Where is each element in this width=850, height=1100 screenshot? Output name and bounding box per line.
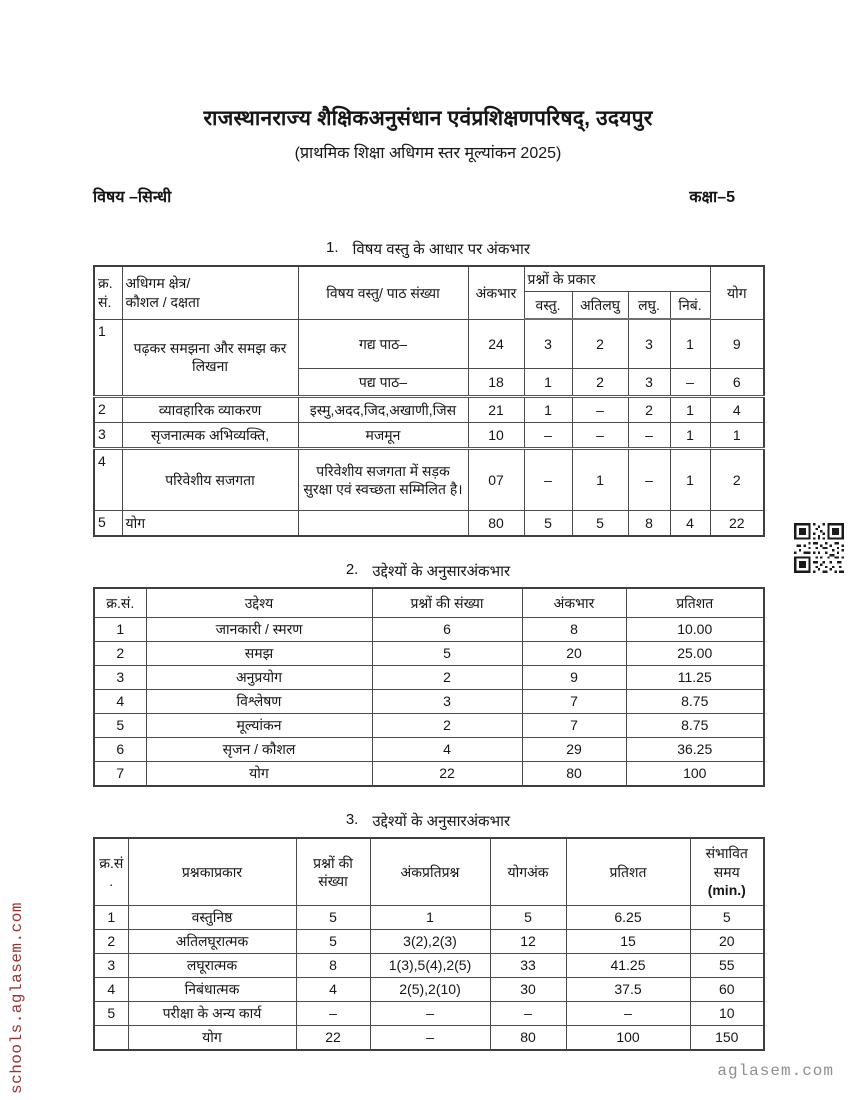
table-cell: 8 xyxy=(628,511,670,537)
caption-text: उद्देश्यों के अनुसारअंकभार xyxy=(372,563,511,580)
table-header-row xyxy=(94,266,764,292)
table-cell: 18 xyxy=(468,369,524,397)
table-cell: मजमून xyxy=(298,423,468,449)
table3-caption xyxy=(93,811,763,831)
table-cell: 8.75 xyxy=(626,690,764,714)
table-cell: 11.25 xyxy=(626,666,764,690)
header-cell-marks: अंकभार xyxy=(468,266,524,319)
table1-caption xyxy=(93,239,763,259)
header-cell-sno: क्र. सं. xyxy=(94,266,122,319)
table-cell: परिवेशीय सजगता में सड़क सुरक्षा एवं स्वच्छता सम्मिलित है। xyxy=(298,449,468,511)
header-cell-total: योग xyxy=(710,266,764,319)
table-cell: अनुप्रयोग xyxy=(146,666,372,690)
table-cell xyxy=(298,511,468,537)
table-row xyxy=(94,319,764,369)
table-cell: – xyxy=(490,1002,566,1026)
header-cell-marks: अंकभार xyxy=(522,588,626,618)
table-cell: – xyxy=(572,423,628,449)
table-cell: 2 xyxy=(372,666,522,690)
table-row xyxy=(94,423,764,449)
table-cell: जानकारी / स्मरण xyxy=(146,618,372,642)
table-cell: 8.75 xyxy=(626,714,764,738)
table-cell: 4 xyxy=(296,978,370,1002)
header-cell-area: अधिगम क्षेत्र/ कौशल / दक्षता xyxy=(122,266,298,319)
table-cell: 29 xyxy=(522,738,626,762)
header-cell-question-count: प्रश्नों की संख्या xyxy=(372,588,522,618)
table-row xyxy=(94,618,764,642)
table-cell: 24 xyxy=(468,319,524,369)
table-cell: व्यावहारिक व्याकरण xyxy=(122,397,298,423)
table-cell: 4 xyxy=(670,511,710,537)
table-cell: 33 xyxy=(490,954,566,978)
header-cell-percentage: प्रतिशत xyxy=(566,838,690,906)
table-row xyxy=(94,714,764,738)
table-cell: योग xyxy=(128,1026,296,1051)
table-cell: 4 xyxy=(94,449,122,511)
header-cell-short: लघु. xyxy=(628,292,670,320)
table-cell: 2 xyxy=(572,319,628,369)
table-cell: 30 xyxy=(490,978,566,1002)
table-cell: – xyxy=(524,423,572,449)
table-row xyxy=(94,978,764,1002)
table-cell: 22 xyxy=(710,511,764,537)
table-cell: – xyxy=(524,449,572,511)
table-row xyxy=(94,930,764,954)
table-cell: 1 xyxy=(572,449,628,511)
table-cell: 3(2),2(3) xyxy=(370,930,490,954)
table-row xyxy=(94,906,764,930)
table-cell: 55 xyxy=(690,954,764,978)
table-cell: 5 xyxy=(372,642,522,666)
table-cell: 7 xyxy=(94,762,146,787)
table-row xyxy=(94,666,764,690)
table-cell: 1 xyxy=(94,906,128,930)
table-row xyxy=(94,642,764,666)
table-cell: 07 xyxy=(468,449,524,511)
table-cell: – xyxy=(296,1002,370,1026)
table-row xyxy=(94,954,764,978)
caption-number: 2. xyxy=(345,561,359,578)
table-cell: 1 xyxy=(670,319,710,369)
table-header-row xyxy=(94,838,764,906)
table-cell: – xyxy=(370,1002,490,1026)
table-cell: 1 xyxy=(94,319,122,397)
table-cell: 2 xyxy=(572,369,628,397)
subject-label: विषय –सिन्धी xyxy=(93,189,172,206)
table-cell: 1 xyxy=(710,423,764,449)
table-cell: 5 xyxy=(690,906,764,930)
table-cell: 1 xyxy=(670,449,710,511)
table-cell: वस्तुनिष्ठ xyxy=(128,906,296,930)
table-cell: 5 xyxy=(296,930,370,954)
table-cell: 2 xyxy=(710,449,764,511)
table-cell: – xyxy=(628,423,670,449)
table-cell: 4 xyxy=(94,978,128,1002)
header-cell-sno: क्र.सं. xyxy=(94,588,146,618)
page-subtitle: (प्राथमिक शिक्षा अधिगम स्तर मूल्यांकन 2025) xyxy=(294,145,562,162)
header-cell-question-types: प्रश्नों के प्रकार xyxy=(524,266,710,292)
table-cell: 20 xyxy=(690,930,764,954)
table-cell: 3 xyxy=(628,319,670,369)
table-objective-weightage xyxy=(93,587,765,787)
table-cell: विश्लेषण xyxy=(146,690,372,714)
table-cell: – xyxy=(628,449,670,511)
table-cell: 4 xyxy=(94,690,146,714)
table-row xyxy=(94,1026,764,1051)
header-cell-expected-time xyxy=(690,838,764,906)
table-cell: 20 xyxy=(522,642,626,666)
header-cell-percentage: प्रतिशत xyxy=(626,588,764,618)
header-cell-marks-per-question: अंकप्रतिप्रश्न xyxy=(370,838,490,906)
table-cell: इस्मु,अदद,जिद,अखाणी,जिस xyxy=(298,397,468,423)
header-cell-content: विषय वस्तु/ पाठ संख्या xyxy=(298,266,468,319)
watermark-left: schools.aglasem.com xyxy=(8,902,26,1094)
table-cell: 5 xyxy=(524,511,572,537)
table-cell: 1 xyxy=(670,397,710,423)
table-cell: 7 xyxy=(522,690,626,714)
table-cell xyxy=(94,1026,128,1051)
table-cell: 10 xyxy=(690,1002,764,1026)
table-cell: 5 xyxy=(490,906,566,930)
table-cell: 22 xyxy=(372,762,522,787)
table-cell: 41.25 xyxy=(566,954,690,978)
table-cell: 6 xyxy=(94,738,146,762)
table-cell: सृजन / कौशल xyxy=(146,738,372,762)
table-cell: 37.5 xyxy=(566,978,690,1002)
table-cell: 1 xyxy=(524,369,572,397)
table2-caption xyxy=(93,561,763,581)
table-cell: 2 xyxy=(628,397,670,423)
table-cell: 1(3),5(4),2(5) xyxy=(370,954,490,978)
table-cell: 3 xyxy=(94,954,128,978)
table-cell: गद्य पाठ– xyxy=(298,319,468,369)
table-cell: 80 xyxy=(468,511,524,537)
page-title: राजस्थानराज्य शैक्षिकअनुसंधान एवंप्रशिक्षणपरिषद्, उदयपुर xyxy=(203,107,653,130)
table-cell: सृजनात्मक अभिव्यक्ति, xyxy=(122,423,298,449)
header-cell-sno: क्र.सं. xyxy=(94,838,128,906)
table-cell: लघूरात्मक xyxy=(128,954,296,978)
header-cell-objective: वस्तु. xyxy=(524,292,572,320)
table-cell: – xyxy=(670,369,710,397)
table-cell: 3 xyxy=(372,690,522,714)
table-cell: 3 xyxy=(628,369,670,397)
table-cell: 9 xyxy=(710,319,764,369)
table-header-row xyxy=(94,588,764,618)
table-cell: 21 xyxy=(468,397,524,423)
table-cell: 4 xyxy=(710,397,764,423)
document-page xyxy=(93,0,763,1051)
table-cell: 150 xyxy=(690,1026,764,1051)
table-cell: 15 xyxy=(566,930,690,954)
qr-code-icon xyxy=(794,523,844,573)
table-cell: 4 xyxy=(372,738,522,762)
table-cell: – xyxy=(370,1026,490,1051)
table-cell: 80 xyxy=(522,762,626,787)
table-cell: 100 xyxy=(626,762,764,787)
table-question-type-weightage xyxy=(93,837,765,1051)
table-cell: 12 xyxy=(490,930,566,954)
caption-number: 1. xyxy=(326,239,339,256)
caption-number: 3. xyxy=(345,811,359,828)
table-cell: – xyxy=(566,1002,690,1026)
class-label: कक्षा–5 xyxy=(689,189,735,206)
table-cell: 2 xyxy=(94,930,128,954)
table-cell: अतिलघूरात्मक xyxy=(128,930,296,954)
table-cell: पढ़कर समझना और समझ कर लिखना xyxy=(122,319,298,397)
table-cell: 2(5),2(10) xyxy=(370,978,490,1002)
table-cell: 5 xyxy=(94,1002,128,1026)
table-cell: – xyxy=(572,397,628,423)
table-content-weightage xyxy=(93,265,765,537)
header-cell-total-marks: योगअंक xyxy=(490,838,566,906)
expected-time-label: संभावित समय xyxy=(705,845,748,880)
table-cell: पद्य पाठ– xyxy=(298,369,468,397)
table-cell: योग xyxy=(146,762,372,787)
table-cell: 22 xyxy=(296,1026,370,1051)
table-cell: 36.25 xyxy=(626,738,764,762)
table-cell: 10 xyxy=(468,423,524,449)
table-total-row xyxy=(94,511,764,537)
table-cell: परीक्षा के अन्य कार्य xyxy=(128,1002,296,1026)
table-cell: 6.25 xyxy=(566,906,690,930)
caption-text: उद्देश्यों के अनुसारअंकभार xyxy=(372,813,511,830)
header-cell-question-count: प्रश्नों की संख्या xyxy=(296,838,370,906)
header-cell-question-type: प्रश्नकाप्रकार xyxy=(128,838,296,906)
table-cell: 5 xyxy=(94,714,146,738)
header-cell-essay: निबं. xyxy=(670,292,710,320)
header-cell-objective: उद्देश्य xyxy=(146,588,372,618)
table-row xyxy=(94,762,764,787)
table-row xyxy=(94,1002,764,1026)
caption-text: विषय वस्तु के आधार पर अंकभार xyxy=(352,241,530,258)
table-cell: 60 xyxy=(690,978,764,1002)
expected-time-unit: (min.) xyxy=(707,882,746,899)
table-cell: 5 xyxy=(296,906,370,930)
table-cell: 3 xyxy=(524,319,572,369)
table-cell: 10.00 xyxy=(626,618,764,642)
table-cell: 1 xyxy=(94,618,146,642)
table-cell: 2 xyxy=(94,642,146,666)
table-cell: परिवेशीय सजगता xyxy=(122,449,298,511)
header-cell-very-short: अतिलघु xyxy=(572,292,628,320)
table-cell: 2 xyxy=(372,714,522,738)
table-cell: 7 xyxy=(522,714,626,738)
table-cell: निबंधात्मक xyxy=(128,978,296,1002)
table-row xyxy=(94,690,764,714)
table-cell: 6 xyxy=(372,618,522,642)
table-cell: 9 xyxy=(522,666,626,690)
table-cell: 100 xyxy=(566,1026,690,1051)
table-cell: 80 xyxy=(490,1026,566,1051)
table-cell: 1 xyxy=(370,906,490,930)
table-cell: 6 xyxy=(710,369,764,397)
table-cell: 25.00 xyxy=(626,642,764,666)
watermark-bottom-right: aglasem.com xyxy=(717,1062,834,1080)
table-cell: 1 xyxy=(670,423,710,449)
table-row xyxy=(94,397,764,423)
table-cell: 2 xyxy=(94,397,122,423)
table-cell: 3 xyxy=(94,666,146,690)
table-cell: मूल्यांकन xyxy=(146,714,372,738)
table-cell: योग xyxy=(122,511,298,537)
table-cell: 1 xyxy=(524,397,572,423)
table-cell: 5 xyxy=(572,511,628,537)
subject-class-row xyxy=(93,185,763,207)
table-cell: 8 xyxy=(296,954,370,978)
table-row xyxy=(94,738,764,762)
table-row xyxy=(94,449,764,511)
table-cell: 8 xyxy=(522,618,626,642)
table-cell: 5 xyxy=(94,511,122,537)
table-cell: 3 xyxy=(94,423,122,449)
table-cell: समझ xyxy=(146,642,372,666)
